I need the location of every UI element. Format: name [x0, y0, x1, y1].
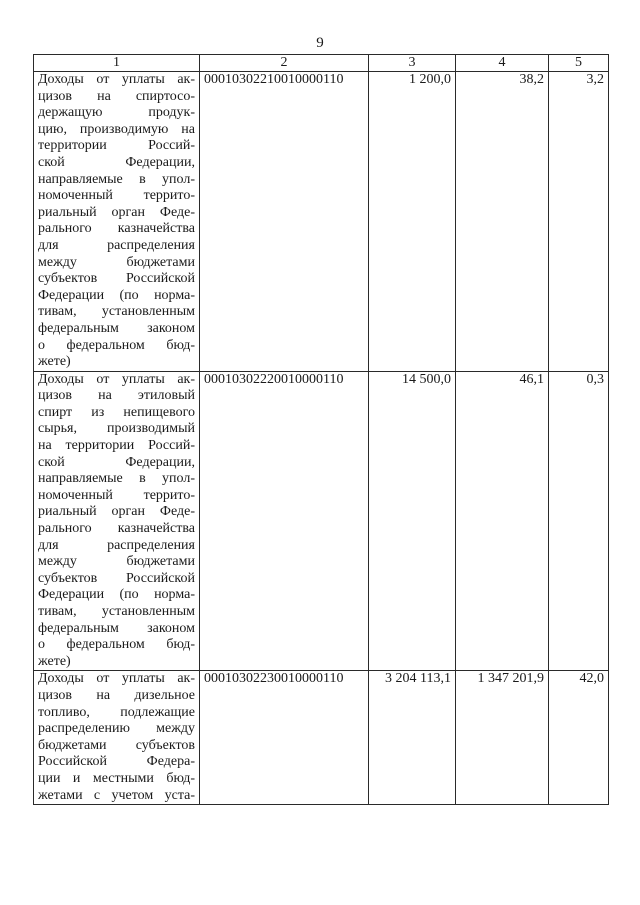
revenue-name-line: между бюджетами: [38, 254, 195, 270]
revenue-name-line: Доходы от уплаты ак-: [38, 671, 195, 687]
revenue-table: [33, 54, 609, 805]
revenue-name-line: цизов на спиртосо-: [38, 88, 195, 104]
revenue-name-line: Доходы от уплаты ак-: [38, 72, 195, 87]
revenue-name-line: территории Россий-: [38, 138, 195, 154]
revenue-name-line: тивам, установленным: [38, 304, 195, 320]
revenue-name-line: для распределения: [38, 537, 195, 553]
plan-amount-cell: 3 204 113,1: [369, 671, 456, 805]
revenue-name-line: субъектов Российской: [38, 271, 195, 287]
revenue-name-line: номоченный террито-: [38, 188, 195, 204]
column-header-1: 1: [34, 55, 200, 72]
revenue-name-line: о федеральном бюд-: [38, 337, 195, 353]
revenue-name-line: на территории Россий-: [38, 438, 195, 454]
revenue-name-line: распределению между: [38, 721, 195, 737]
revenue-name-line: субъектов Российской: [38, 570, 195, 586]
revenue-name-line: топливо, подлежащие: [38, 704, 195, 720]
revenue-name-line: держащую продук-: [38, 105, 195, 121]
revenue-name-line: между бюджетами: [38, 554, 195, 570]
budget-code-cell: 00010302230010000110: [200, 671, 369, 805]
revenue-name-line: цию, производимую на: [38, 121, 195, 137]
plan-amount-cell: 1 200,0: [369, 72, 456, 372]
revenue-name-line: направляемые в упол-: [38, 171, 195, 187]
revenue-name-line: цизов на этиловый: [38, 388, 195, 404]
revenue-name-line: рального казначейства: [38, 221, 195, 237]
revenue-name-line: направляемые в упол-: [38, 471, 195, 487]
revenue-name-line: бюджетами субъектов: [38, 737, 195, 753]
revenue-name-line: риальный орган Феде-: [38, 204, 195, 220]
percent-cell: 42,0: [549, 671, 609, 805]
revenue-name-line: Федерации (по норма-: [38, 287, 195, 303]
revenue-name-cell: [34, 72, 200, 372]
revenue-name-line: Федерации (по норма-: [38, 587, 195, 603]
revenue-name-line: рального казначейства: [38, 521, 195, 537]
revenue-name-cell: [34, 371, 200, 671]
budget-code-cell: 00010302220010000110: [200, 371, 369, 671]
plan-amount-cell: 14 500,0: [369, 371, 456, 671]
revenue-name-line: цизов на дизельное: [38, 687, 195, 703]
revenue-name-line: федеральным законом: [38, 620, 195, 636]
revenue-name-line: жетами с учетом уста-: [38, 787, 195, 803]
percent-cell: 0,3: [549, 371, 609, 671]
actual-amount-cell: 38,2: [456, 72, 549, 372]
revenue-name-line: спирт из непищевого: [38, 404, 195, 420]
revenue-name-line: о федеральном бюд-: [38, 637, 195, 653]
column-header-5: 5: [549, 55, 609, 72]
revenue-name-line: жете): [38, 354, 71, 370]
revenue-name-cell: [34, 671, 200, 805]
column-header-2: 2: [200, 55, 369, 72]
revenue-name-line: федеральным законом: [38, 320, 195, 336]
revenue-name-line: Российской Федера-: [38, 754, 195, 770]
table-header-row: [34, 55, 609, 72]
revenue-name-line: ской Федерации,: [38, 454, 195, 470]
column-header-4: 4: [456, 55, 549, 72]
revenue-name-line: номоченный террито-: [38, 487, 195, 503]
column-header-3: 3: [369, 55, 456, 72]
revenue-name-line: для распределения: [38, 237, 195, 253]
percent-cell: 3,2: [549, 72, 609, 372]
budget-code-cell: 00010302210010000110: [200, 72, 369, 372]
revenue-name-line: риальный орган Феде-: [38, 504, 195, 520]
table-row: [34, 671, 609, 805]
revenue-name-line: Доходы от уплаты ак-: [38, 371, 195, 387]
page-number: 9: [316, 35, 324, 51]
table-row: [34, 371, 609, 671]
revenue-name-line: ской Федерации,: [38, 154, 195, 170]
revenue-name-line: сырья, производимый: [38, 421, 195, 437]
revenue-name-line: жете): [38, 653, 71, 669]
actual-amount-cell: 46,1: [456, 371, 549, 671]
revenue-name-line: ции и местными бюд-: [38, 770, 195, 786]
revenue-name-line: тивам, установленным: [38, 604, 195, 619]
actual-amount-cell: 1 347 201,9: [456, 671, 549, 805]
table-row: [34, 72, 609, 372]
